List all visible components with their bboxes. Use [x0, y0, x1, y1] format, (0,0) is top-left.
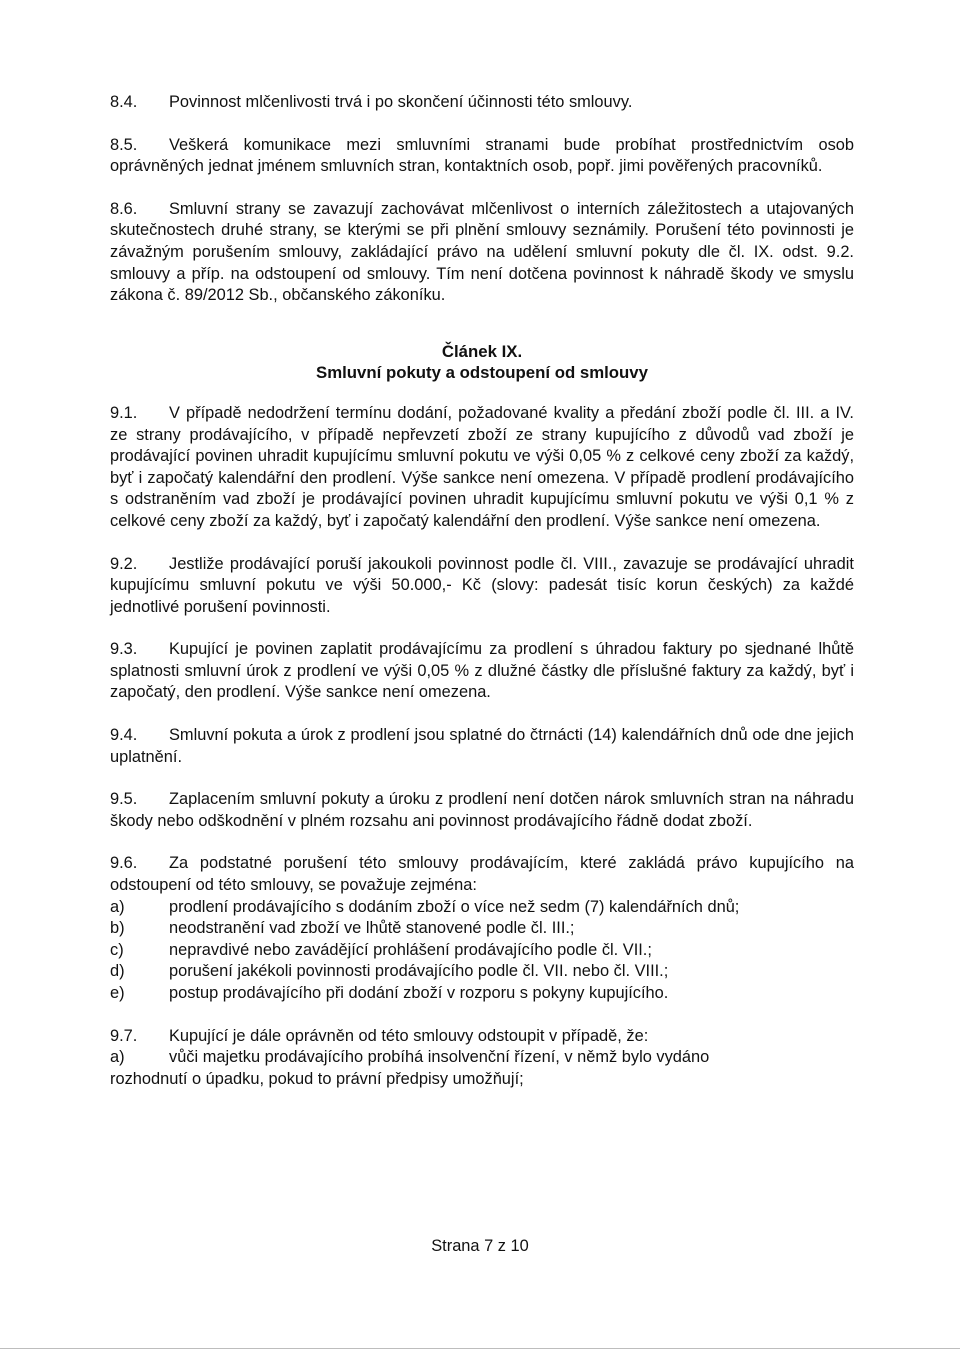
clause-text: Kupující je dále oprávněn od této smlouvy odstoupit v případě, že:: [169, 1026, 649, 1045]
clause-text: Zaplacením smluvní pokuty a úroku z prodlení není dotčen nárok smluvních stran na náhradu škody nebo odškodnění v plném rozsahu ani povinnost prodávajícího řádně dodat zboží.: [110, 790, 854, 830]
clause-number: 8.6.: [110, 199, 138, 218]
clause-number: 9.4.: [110, 726, 138, 745]
page-number: Strana 7 z 10: [431, 1237, 529, 1255]
clause-number: 9.1.: [110, 403, 138, 422]
clause-8-6: [110, 199, 854, 307]
clause-9-7: [110, 1026, 854, 1048]
clause-number: 9.3.: [110, 640, 138, 659]
clause-9-5: [110, 789, 854, 832]
list-item: [110, 940, 854, 962]
clause-9-2: [110, 554, 854, 619]
list-item: [110, 1047, 854, 1069]
clause-text: Kupující je povinen zaplatit prodávajícímu za prodlení s úhradou faktury po sjednané lhůtě splatnosti smluvní úrok z prodlení ve výši 0,05 % z dlužné částky dle příslušné faktury za každý, byť i započatý, den prodlení. Výše sankce není omezena.: [110, 640, 854, 702]
list-item: [110, 918, 854, 940]
clause-text: Jestliže prodávající poruší jakoukoli povinnost podle čl. VIII., zavazuje se prodávající uhradit kupujícímu smluvní pokutu ve výši 50.000,- Kč (slovy: padesát tisíc korun českých) za každé jednotlivé porušení povinnosti.: [110, 554, 854, 616]
list-label: d): [110, 962, 125, 981]
list-text: postup prodávajícího při dodání zboží v rozporu s pokyny kupujícího.: [169, 984, 669, 1002]
list-label: b): [110, 919, 125, 938]
list-label: c): [110, 940, 124, 959]
clause-text: Smluvní strany se zavazují zachovávat mlčenlivost o interních záležitostech a utajovaných skutečnostech druhé strany, se kterými se při plnění smlouvy seznámily. Porušení této povinnosti je závažným porušením smlouvy, zakládající právo na udělení smluvní pokuty dle čl. IX. odst. 9.2. smlouvy a příp. na odstoupení od smlouvy. Tím není dotčena povinnost k náhradě škody ve smyslu zákona č. 89/2012 Sb., občanského zákoníku.: [110, 199, 854, 305]
clause-9-3: [110, 639, 854, 704]
clause-8-5: [110, 135, 854, 178]
list-label: a): [110, 897, 125, 916]
list-item: [110, 897, 854, 919]
list-item: [110, 983, 854, 1005]
clause-text: V případě nedodržení termínu dodání, požadované kvality a předání zboží podle čl. III. a IV. ze strany prodávajícího, v případě nepřevzetí zboží ze strany kupujícího z důvodů vad zboží je prodávající povinen uhradit kupujícímu smluvní pokutu ve výši 0,05 % z celkové ceny zboží za každý, byť i započatý kalendářní den prodlení. Výše sankce není omezena. V případě prodlení prodávajícího s odstraněním vad zboží je prodávající povinen uhradit kupujícímu smluvní pokutu ve výši 0,1 % z celkové ceny zboží za každý, byť i započatý kalendářní den prodlení. Výše sankce není omezena.: [110, 403, 854, 530]
list-text: porušení jakékoli povinnosti prodávajícího podle čl. VII. nebo čl. VIII.;: [169, 962, 669, 981]
clause-9-1: [110, 403, 854, 533]
list-text: nepravdivé nebo zavádějící prohlášení prodávajícího podle čl. VII.;: [169, 940, 652, 959]
list-continuation: rozhodnutí o úpadku, pokud to právní předpisy umožňují;: [110, 1069, 524, 1088]
document-page: [110, 92, 854, 1090]
clause-number: 9.6.: [110, 854, 138, 873]
clause-8-4: [110, 92, 854, 114]
article-number: Článek IX.: [441, 341, 523, 361]
list-text: prodlení prodávajícího s dodáním zboží o více než sedm (7) kalendářních dnů;: [169, 897, 740, 916]
list-text: vůči majetku prodávajícího probíhá insolvenční řízení, v němž bylo vydáno: [169, 1048, 710, 1067]
clause-9-4: [110, 725, 854, 768]
article-title: Smluvní pokuty a odstoupení od smlouvy: [316, 363, 648, 383]
list-label: e): [110, 984, 125, 1002]
clause-number: 8.4.: [110, 93, 138, 111]
clause-text: Veškerá komunikace mezi smluvními stranami bude probíhat prostřednictvím osob oprávněných jednat jménem smluvních stran, kontaktních osob, popř. jimi pověřených pracovníků.: [110, 135, 854, 176]
clause-number: 9.7.: [110, 1026, 138, 1045]
article-heading: [110, 341, 854, 384]
clause-text: Za podstatné porušení této smlouvy prodávajícím, které zakládá právo kupujícího na odstoupení od této smlouvy, se považuje zejména:: [110, 854, 854, 895]
clause-text: Povinnost mlčenlivosti trvá i po skončení účinnosti této smlouvy.: [169, 93, 633, 111]
clause-text: Smluvní pokuta a úrok z prodlení jsou splatné do čtrnácti (14) kalendářních dnů ode dne jejich uplatnění.: [110, 726, 854, 766]
list-label: a): [110, 1048, 125, 1067]
list-text: neodstranění vad zboží ve lhůtě stanovené podle čl. III.;: [169, 919, 575, 938]
clause-number: 9.2.: [110, 554, 138, 573]
list-item: [110, 961, 854, 983]
scan-edge-line: [0, 1348, 960, 1349]
clause-number: 8.5.: [110, 135, 138, 154]
clause-9-6: [110, 853, 854, 896]
clause-number: 9.5.: [110, 790, 138, 809]
